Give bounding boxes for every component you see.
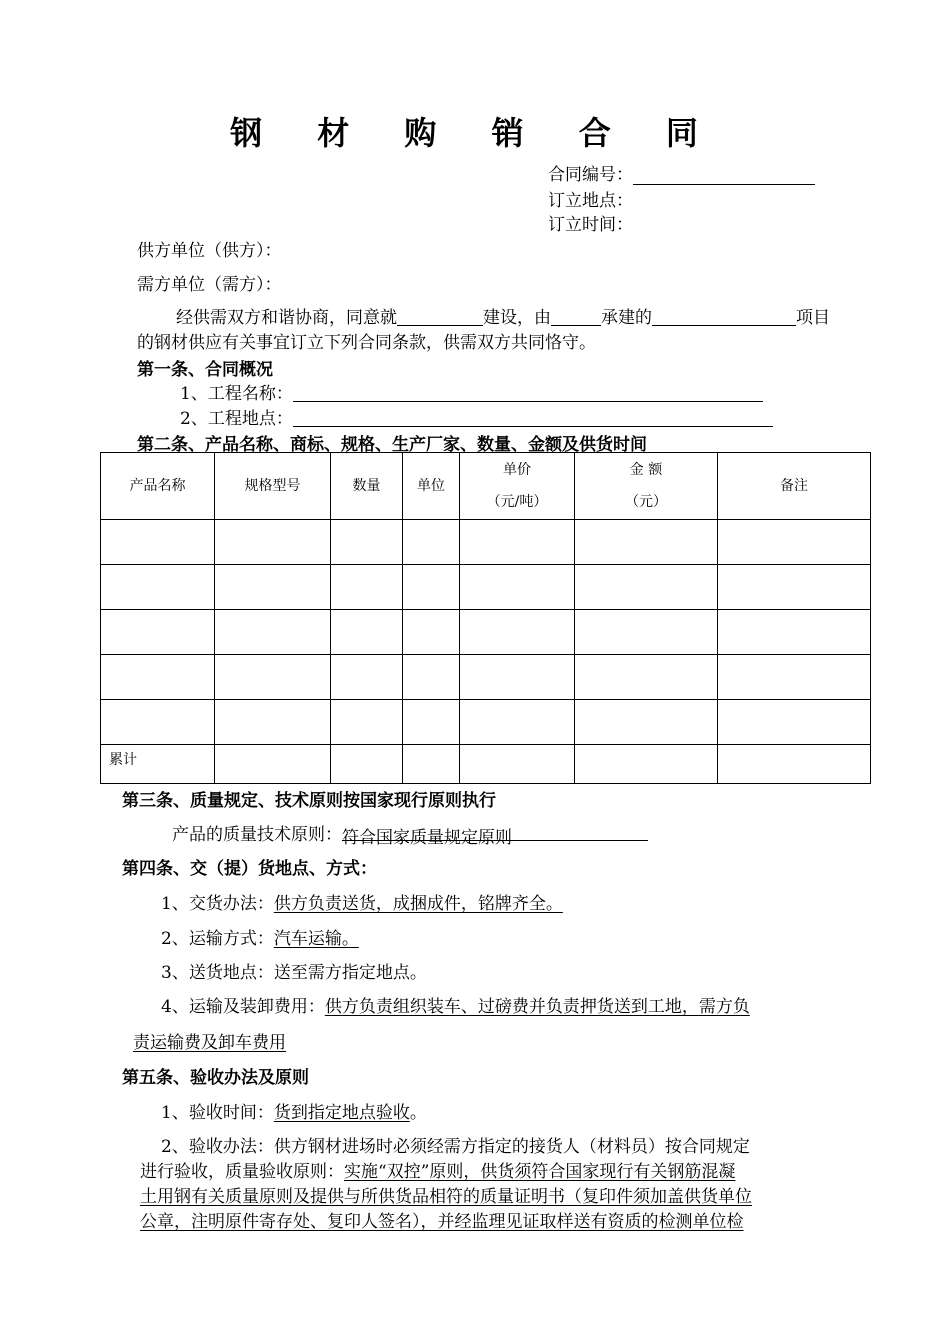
col-unit: 单位 bbox=[403, 453, 460, 520]
inspection-method-line2: 进行验收，质量验收原则：实施“双控”原则，供货须符合国家现行有关钢筋混凝 bbox=[140, 1162, 736, 1182]
builder-blank[interactable] bbox=[551, 308, 601, 326]
inspection-method-line3: 土用钢有关质量原则及提供与所供货品相符的质量证明书（复印件须加盖供货单位 bbox=[140, 1187, 752, 1207]
project-name-row: 1、工程名称： bbox=[180, 379, 763, 404]
project-blank[interactable] bbox=[397, 308, 483, 326]
article-3-heading: 第三条、质量规定、技术原则按国家现行原则执行 bbox=[122, 791, 496, 811]
col-unit-price: 单价 （元/吨） bbox=[460, 453, 575, 520]
delivery-method-row: 1、交货办法：供方负责送货，成捆成件，铭牌齐全。 bbox=[161, 894, 563, 914]
article-2-heading: 第二条、产品名称、商标、规格、生产厂家、数量、金额及供货时间 bbox=[137, 435, 647, 455]
col-amount: 金 额 （元） bbox=[575, 453, 718, 520]
project-location-field[interactable] bbox=[293, 409, 773, 427]
inspection-method-line1: 2、验收办法：供方钢材进场时必须经需方指定的接货人（材料员）按合同规定 bbox=[161, 1137, 750, 1157]
quality-standard-row: 产品的质量技术原则：符合国家质量规定原则 bbox=[172, 820, 648, 845]
table-row bbox=[101, 655, 871, 700]
inspection-time-row: 1、验收时间：货到指定地点验收。 bbox=[161, 1103, 427, 1123]
article-4-heading: 第四条、交（提）货地点、方式： bbox=[122, 859, 377, 879]
project-name-blank[interactable] bbox=[652, 308, 796, 326]
table-row bbox=[101, 610, 871, 655]
inspection-time-value: 货到指定地点验收 bbox=[273, 1103, 410, 1123]
table-total-row bbox=[101, 745, 871, 784]
sign-time-label: 订立时间： bbox=[548, 215, 633, 235]
contract-no-label: 合同编号： bbox=[548, 165, 633, 185]
col-product-name: 产品名称 bbox=[101, 453, 215, 520]
intro-line2: 的钢材供应有关事宜订立下列合同条款，供需双方共同恪守。 bbox=[137, 333, 596, 353]
quality-standard-value: 符合国家质量规定原则 bbox=[342, 823, 648, 841]
table-row bbox=[101, 520, 871, 565]
article-5-heading: 第五条、验收办法及原则 bbox=[122, 1068, 309, 1088]
transport-fee-value-cont: 责运输费及卸车费用 bbox=[133, 1033, 286, 1053]
product-table bbox=[100, 452, 871, 784]
delivery-location: 3、送货地点：送至需方指定地点。 bbox=[161, 963, 427, 983]
contract-no-row bbox=[548, 160, 815, 185]
transport-fee-value: 供方负责组织装车、过磅费并负责押货送到工地，需方负 bbox=[324, 997, 750, 1017]
contract-no-field[interactable] bbox=[633, 166, 815, 185]
delivery-method-value: 供方负责送货，成捆成件，铭牌齐全。 bbox=[273, 894, 563, 914]
table-row bbox=[101, 565, 871, 610]
col-remark: 备注 bbox=[718, 453, 871, 520]
page-title: 钢 材 购 销 合 同 bbox=[230, 114, 720, 152]
intro-line1: 经供需双方和谐协商，同意就 建设，由 承建的 项目 bbox=[176, 308, 830, 328]
table-row bbox=[101, 700, 871, 745]
table-header-row bbox=[101, 453, 871, 520]
transport-fee-row: 4、运输及装卸费用：供方负责组织装车、过磅费并负责押货送到工地，需方负 bbox=[161, 997, 750, 1017]
project-location-row: 2、工程地点： bbox=[180, 404, 773, 429]
article-1-heading: 第一条、合同概况 bbox=[137, 360, 273, 380]
col-spec: 规格型号 bbox=[215, 453, 331, 520]
col-quantity: 数量 bbox=[331, 453, 403, 520]
supplier-label: 供方单位（供方）： bbox=[137, 241, 282, 261]
total-label: 累计 bbox=[101, 745, 215, 784]
inspection-method-line4: 公章，注明原件寄存处、复印人签名），并经监理见证取样送有资质的检测单位检 bbox=[140, 1212, 744, 1232]
transport-value: 汽车运输。 bbox=[273, 929, 359, 949]
transport-row: 2、运输方式：汽车运输。 bbox=[161, 929, 359, 949]
sign-place-label: 订立地点： bbox=[548, 191, 633, 211]
project-name-field[interactable] bbox=[293, 384, 763, 402]
buyer-label: 需方单位（需方）： bbox=[137, 275, 282, 295]
